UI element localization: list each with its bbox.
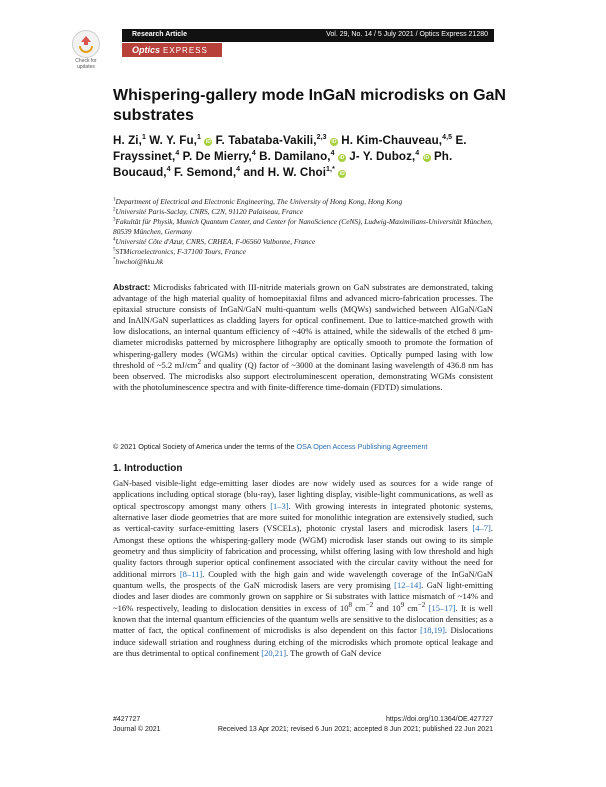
section-heading: 1. Introduction (113, 463, 183, 474)
introduction-text: GaN-based visible-light edge-emitting laser diodes are now widely used as sources for a wide range of applications including optical storage (blu-ray), laser lighting display, visible-light communications, as well as optical spectroscopy amongst many others [1–3]. With growing interests in integrated photonic systems, alternative laser diode geometries that are more suited for monolithic integration are extensively studied, such as vertical-cavity surface-emitting lasers (VSCELs), photonic crystal lasers and microdisk lasers [4–7]. Amongst these options the whispering-gallery mode (WGM) microdisk laser stands out owing to its simple geometry and thus simplicity of fabrication and processing, whilst offering lasing with low threshold and high quality factors through superior optical confinement associated with the circular cavity without the need for additional mirrors [8–11]. Coupled with the high gain and wide wavelength coverage of the InGaN/GaN quantum wells, the prospects of the GaN microdisk lasers are very promising [12–14]. GaN light-emitting diodes and laser diodes are commonly grown on sapphire or Si substrates with lattice mismatch of ~14% and ~16% respectively, leading to dislocation densities in excess of $10^8$ $cm^{-2}$ and $10^9$ $cm^{-2}$ [15–17]. It is well known that the internal quantum efficiencies of the quantum wells are sensitive to the dislocation densities; as a matter of fact, the optical confinement of microdisks is also dependent on this factor [18,19]. Dislocations induce sidewall striation and roughness during etching of the microdisks which promote optical leakage and are thus detrimental to optical confinement [20,21]. The growth of GaN device (113, 478, 494, 659)
citation-link[interactable]: [8–11] (179, 568, 203, 579)
journal-name-2: EXPRESS (163, 46, 208, 55)
orcid-icon[interactable]: iD (331, 139, 337, 145)
doi-link[interactable]: https://doi.org/10.1364/OE.427727 (385, 716, 493, 723)
citation-link[interactable]: [12–14] (394, 580, 422, 591)
orcid-icon[interactable]: iD (339, 155, 345, 161)
header-bar (122, 29, 494, 42)
orcid-icon[interactable]: iD (339, 171, 345, 177)
journal-copyright: Journal © 2021 (113, 726, 161, 733)
affiliations (113, 197, 503, 267)
affiliation-item: $^1$Department of Electrical and Electronic Engineering, The University of Hong Kong, Hong Kong (113, 197, 403, 206)
orcid-icon[interactable]: iD (205, 139, 211, 145)
license-link[interactable]: OSA Open Access Publishing Agreement (296, 442, 428, 451)
citation-link[interactable]: [18,19] (420, 625, 445, 636)
author: W. Y. Fu, (149, 134, 197, 147)
badge-label: Check for updates (75, 58, 97, 70)
citation-link[interactable]: [1–3] (270, 500, 289, 511)
author: and H. W. Choi (243, 166, 327, 179)
affiliation-item: $^4$Université Côte d'Azur, CNRS, CRHEA, F-06560 Valbonne, France (113, 237, 316, 246)
abstract (113, 282, 493, 393)
affiliation-item: $^5$STMicroelectronics, F-37100 Tours, France (113, 247, 246, 256)
author: E. Frayssinet, (113, 134, 467, 163)
check-updates-icon (72, 30, 100, 58)
citation-line: Vol. 29, No. 14 / 5 July 2021 / Optics Express 21280 (326, 31, 488, 38)
affiliation-item: $^2$Université Paris-Saclay, CNRS, C2N, 91120 Palaiseau, France (113, 207, 303, 216)
affiliation-item: $^3$Fakultät für Physik, Munich Quantum Center, and Center for NanoScience (CeNS), Ludwig-Maximilians-Universität München, 80539 München, Germany (113, 217, 493, 236)
abstract-text-1: Microdisks fabricated with III-nitride materials grown on GaN substrates are demonstrated, taking advantage of the high material quality of homoepitaxial films and advanced micro-fabrication processes. The epitaxial structure consists of InGaN/GaN multi-quantum wells (MQWs) sandwiched between AlGaN/GaN and InAlN/GaN superlattices as cladding layers for optical confinement. Due to lattice-matched growth with low dislocations, an internal quantum efficiency of ~40% is attained, while the sidewalls of the etched 8 μm-diameter microdisks patterned by microsphere lithography are optically smooth to promote the formation of whispering-gallery modes (WGMs) within the circular optical cavities. Optically pumped lasing with low threshold of ~5.2 mJ/cm (113, 282, 493, 370)
orcid-icon[interactable]: iD (424, 155, 430, 161)
history-dates: Received 13 Apr 2021; revised 6 Jun 2021; accepted 8 Jun 2021; published 22 Jun 2021 (217, 726, 493, 733)
author: F. Semond, (173, 166, 237, 179)
author: B. Damilano, (259, 150, 331, 163)
paper-title: Whispering-gallery mode InGaN microdisks on GaN substrates (113, 87, 506, 124)
footer-left (113, 715, 161, 735)
article-id: #427727 (113, 716, 141, 723)
copyright-text: © 2021 Optical Society of America under the terms of the (113, 442, 297, 451)
citation-link[interactable]: [20,21] (261, 648, 287, 659)
author: H. Kim-Chauveau, (341, 134, 443, 147)
author-list: H. Zi,$^1$ W. Y. Fu,$^1$ iD F. Tabataba-Vakili,$^{2,3}$ iD H. Kim-Chauveau,$^{4,5}$ E. Frayssinet,$^4$ P. De Mierry,$^4$ B. Damilano,$^4$ iD J- Y. Duboz,$^4$ iD Ph. Boucaud,$^4$ F. Semond,$^4$ and H. W. Choi$^{1,*}$ iD (113, 134, 467, 179)
footer-right (218, 715, 493, 735)
abstract-text-2: and quality (Q) factor of ~3000 at the dominant lasing wavelength of 436.8 nm has been observed. The microdisks also support electroluminescent operation, demonstrating WGMs consistent with the photoluminescence spectra and with finite-difference time-domain (FDTD) simulations. (113, 359, 493, 392)
copyright-notice (113, 442, 503, 451)
affiliation-item: *hwchoi@hku.hk (113, 257, 164, 266)
abstract-sup: 2 (197, 357, 202, 366)
abstract-label: Abstract: (113, 282, 151, 292)
citation-link[interactable]: [15–17] (428, 602, 456, 613)
check-for-updates-badge[interactable] (66, 30, 106, 70)
author: P. De Mierry, (182, 150, 252, 163)
author: F. Tabataba-Vakili, (215, 134, 317, 147)
journal-logo (122, 43, 222, 57)
article-type: Research Article (132, 31, 187, 38)
citation-link[interactable]: [4–7] (472, 523, 491, 534)
journal-name-1: Optics (132, 45, 161, 55)
author: J- Y. Duboz, (349, 150, 416, 163)
author: Ph. Boucaud, (113, 150, 453, 179)
author: H. Zi, (113, 134, 142, 147)
